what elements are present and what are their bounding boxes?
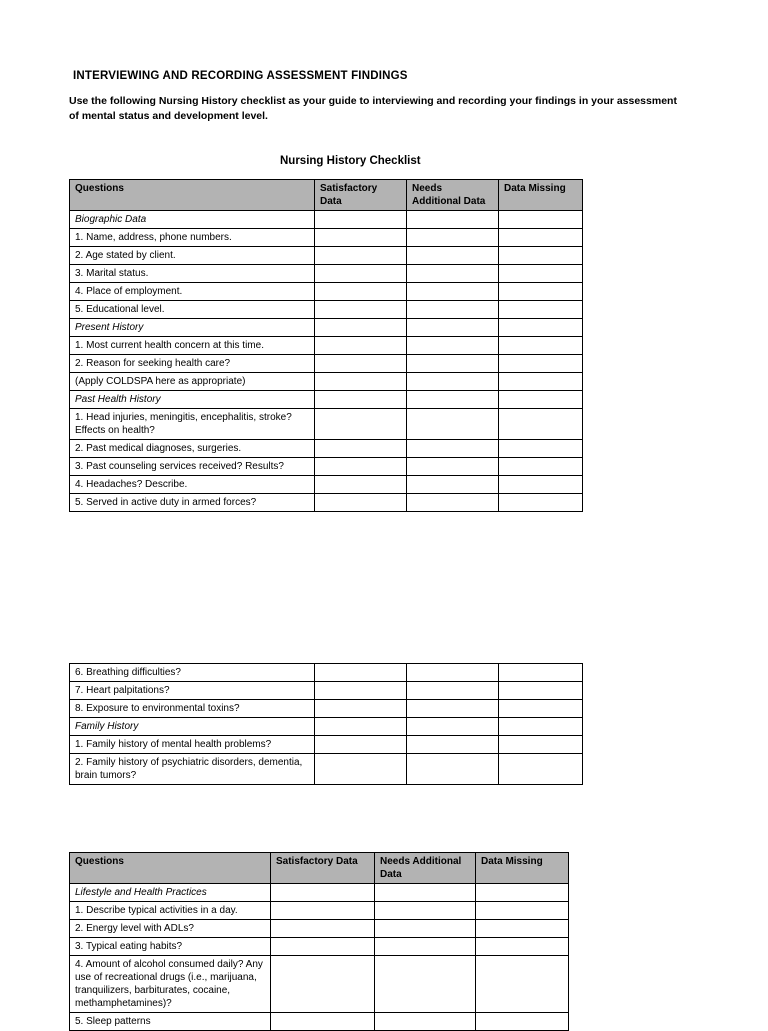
question-row xyxy=(70,938,569,956)
data-missing-cell[interactable] xyxy=(499,458,583,476)
needs-additional-data-cell[interactable] xyxy=(407,440,499,458)
question-text: 2. Past medical diagnoses, surgeries. xyxy=(70,440,315,458)
satisfactory-data-cell[interactable] xyxy=(315,373,407,391)
needs-additional-data-cell[interactable] xyxy=(407,718,499,736)
section-row xyxy=(70,718,583,736)
satisfactory-data-cell[interactable] xyxy=(315,718,407,736)
question-text: 2. Age stated by client. xyxy=(70,247,315,265)
data-missing-cell[interactable] xyxy=(499,494,583,512)
data-missing-cell[interactable] xyxy=(499,229,583,247)
question-row xyxy=(70,229,583,247)
needs-additional-data-cell[interactable] xyxy=(407,265,499,283)
satisfactory-data-cell[interactable] xyxy=(315,476,407,494)
question-row xyxy=(70,736,583,754)
data-missing-cell[interactable] xyxy=(499,337,583,355)
data-missing-cell[interactable] xyxy=(499,265,583,283)
satisfactory-data-cell[interactable] xyxy=(315,682,407,700)
question-row xyxy=(70,476,583,494)
data-missing-cell[interactable] xyxy=(499,736,583,754)
checklist-table-1 xyxy=(69,179,583,512)
question-row xyxy=(70,902,569,920)
checklist-table-3 xyxy=(69,852,569,1031)
data-missing-cell[interactable] xyxy=(499,664,583,682)
satisfactory-data-cell[interactable] xyxy=(315,700,407,718)
section-row xyxy=(70,319,583,337)
question-row xyxy=(70,754,583,785)
needs-additional-data-cell[interactable] xyxy=(407,682,499,700)
needs-additional-data-cell[interactable] xyxy=(375,956,476,1013)
section-row xyxy=(70,211,583,229)
question-row xyxy=(70,1013,569,1031)
question-text: 8. Exposure to environmental toxins? xyxy=(70,700,315,718)
question-text: 7. Heart palpitations? xyxy=(70,682,315,700)
header-needs-additional-data: Needs Additional Data xyxy=(407,180,499,211)
needs-additional-data-cell[interactable] xyxy=(407,736,499,754)
question-text: (Apply COLDSPA here as appropriate) xyxy=(70,373,315,391)
satisfactory-data-cell[interactable] xyxy=(315,754,407,785)
satisfactory-data-cell[interactable] xyxy=(315,265,407,283)
data-missing-cell[interactable] xyxy=(499,319,583,337)
needs-additional-data-cell[interactable] xyxy=(407,458,499,476)
section-row xyxy=(70,884,569,902)
data-missing-cell[interactable] xyxy=(499,247,583,265)
checklist-body-1 xyxy=(70,211,583,512)
question-row xyxy=(70,247,583,265)
question-text: 4. Place of employment. xyxy=(70,283,315,301)
data-missing-cell[interactable] xyxy=(499,476,583,494)
section-row xyxy=(70,391,583,409)
data-missing-cell[interactable] xyxy=(499,718,583,736)
question-row xyxy=(70,458,583,476)
satisfactory-data-cell[interactable] xyxy=(315,229,407,247)
question-text: 4. Headaches? Describe. xyxy=(70,476,315,494)
satisfactory-data-cell[interactable] xyxy=(315,247,407,265)
needs-additional-data-cell[interactable] xyxy=(407,391,499,409)
satisfactory-data-cell[interactable] xyxy=(315,283,407,301)
question-row xyxy=(70,409,583,440)
data-missing-cell[interactable] xyxy=(499,700,583,718)
needs-additional-data-cell[interactable] xyxy=(375,1013,476,1031)
question-text: 1. Family history of mental health problems? xyxy=(70,736,315,754)
needs-additional-data-cell[interactable] xyxy=(407,301,499,319)
satisfactory-data-cell[interactable] xyxy=(271,956,375,1013)
satisfactory-data-cell[interactable] xyxy=(315,440,407,458)
data-missing-cell[interactable] xyxy=(499,283,583,301)
needs-additional-data-cell[interactable] xyxy=(407,247,499,265)
needs-additional-data-cell[interactable] xyxy=(375,884,476,902)
satisfactory-data-cell[interactable] xyxy=(315,736,407,754)
question-row xyxy=(70,373,583,391)
data-missing-cell[interactable] xyxy=(476,1013,569,1031)
question-row xyxy=(70,700,583,718)
question-row xyxy=(70,682,583,700)
satisfactory-data-cell[interactable] xyxy=(315,409,407,440)
needs-additional-data-cell[interactable] xyxy=(407,229,499,247)
data-missing-cell[interactable] xyxy=(476,920,569,938)
needs-additional-data-cell[interactable] xyxy=(407,319,499,337)
data-missing-cell[interactable] xyxy=(476,902,569,920)
needs-additional-data-cell[interactable] xyxy=(407,373,499,391)
needs-additional-data-cell[interactable] xyxy=(407,476,499,494)
header-data-missing: Data Missing xyxy=(476,853,569,884)
intro-paragraph: Use the following Nursing History checklist as your guide to interviewing and recording your findings in your assessment of mental status and development level. xyxy=(69,95,677,122)
satisfactory-data-cell[interactable] xyxy=(315,494,407,512)
needs-additional-data-cell[interactable] xyxy=(375,938,476,956)
section-label: Lifestyle and Health Practices xyxy=(70,884,271,902)
question-row xyxy=(70,494,583,512)
question-text: 2. Family history of psychiatric disorders, dementia, brain tumors? xyxy=(70,754,315,785)
document-title: INTERVIEWING AND RECORDING ASSESSMENT FINDINGS xyxy=(73,70,408,82)
checklist-body-3 xyxy=(70,884,569,1031)
checklist-body-2 xyxy=(70,664,583,785)
needs-additional-data-cell[interactable] xyxy=(375,902,476,920)
needs-additional-data-cell[interactable] xyxy=(407,494,499,512)
section-label: Biographic Data xyxy=(70,211,315,229)
data-missing-cell[interactable] xyxy=(499,355,583,373)
needs-additional-data-cell[interactable] xyxy=(407,664,499,682)
data-missing-cell[interactable] xyxy=(499,409,583,440)
satisfactory-data-cell[interactable] xyxy=(315,391,407,409)
question-text: 2. Energy level with ADLs? xyxy=(70,920,271,938)
question-text: 6. Breathing difficulties? xyxy=(70,664,315,682)
question-text: 4. Amount of alcohol consumed daily? Any use of recreational drugs (i.e., marijuana, tranquilizers, barbiturates, cocaine, methamphetamines)? xyxy=(70,956,271,1013)
question-text: 3. Marital status. xyxy=(70,265,315,283)
needs-additional-data-cell[interactable] xyxy=(407,700,499,718)
checklist-title: Nursing History Checklist xyxy=(280,155,421,167)
header-questions: Questions xyxy=(70,180,315,211)
section-label: Family History xyxy=(70,718,315,736)
question-row xyxy=(70,956,569,1013)
checklist-table-2 xyxy=(69,663,583,785)
question-text: 1. Name, address, phone numbers. xyxy=(70,229,315,247)
header-satisfactory-data: Satisfactory Data xyxy=(315,180,407,211)
question-row xyxy=(70,920,569,938)
question-text: 1. Most current health concern at this time. xyxy=(70,337,315,355)
satisfactory-data-cell[interactable] xyxy=(315,458,407,476)
data-missing-cell[interactable] xyxy=(476,938,569,956)
data-missing-cell[interactable] xyxy=(499,391,583,409)
satisfactory-data-cell[interactable] xyxy=(271,920,375,938)
question-row xyxy=(70,301,583,319)
satisfactory-data-cell[interactable] xyxy=(271,884,375,902)
needs-additional-data-cell[interactable] xyxy=(407,337,499,355)
needs-additional-data-cell[interactable] xyxy=(407,355,499,373)
satisfactory-data-cell[interactable] xyxy=(315,301,407,319)
data-missing-cell[interactable] xyxy=(499,373,583,391)
question-row xyxy=(70,664,583,682)
data-missing-cell[interactable] xyxy=(476,956,569,1013)
question-text: 5. Served in active duty in armed forces? xyxy=(70,494,315,512)
question-row xyxy=(70,337,583,355)
satisfactory-data-cell[interactable] xyxy=(271,1013,375,1031)
data-missing-cell[interactable] xyxy=(499,211,583,229)
section-label: Present History xyxy=(70,319,315,337)
satisfactory-data-cell[interactable] xyxy=(315,319,407,337)
needs-additional-data-cell[interactable] xyxy=(407,754,499,785)
needs-additional-data-cell[interactable] xyxy=(407,409,499,440)
question-row xyxy=(70,283,583,301)
header-data-missing: Data Missing xyxy=(499,180,583,211)
header-needs-additional-data: Needs Additional Data xyxy=(375,853,476,884)
satisfactory-data-cell[interactable] xyxy=(271,902,375,920)
question-text: 5. Educational level. xyxy=(70,301,315,319)
satisfactory-data-cell[interactable] xyxy=(315,211,407,229)
header-satisfactory-data: Satisfactory Data xyxy=(271,853,375,884)
satisfactory-data-cell[interactable] xyxy=(315,355,407,373)
question-text: 5. Sleep patterns xyxy=(70,1013,271,1031)
header-questions: Questions xyxy=(70,853,271,884)
question-row xyxy=(70,355,583,373)
satisfactory-data-cell[interactable] xyxy=(315,664,407,682)
data-missing-cell[interactable] xyxy=(499,440,583,458)
needs-additional-data-cell[interactable] xyxy=(407,211,499,229)
section-label: Past Health History xyxy=(70,391,315,409)
satisfactory-data-cell[interactable] xyxy=(271,938,375,956)
table-header-row xyxy=(70,180,583,211)
satisfactory-data-cell[interactable] xyxy=(315,337,407,355)
question-text: 1. Head injuries, meningitis, encephalitis, stroke? Effects on health? xyxy=(70,409,315,440)
data-missing-cell[interactable] xyxy=(499,682,583,700)
needs-additional-data-cell[interactable] xyxy=(375,920,476,938)
question-text: 3. Past counseling services received? Results? xyxy=(70,458,315,476)
question-text: 2. Reason for seeking health care? xyxy=(70,355,315,373)
question-text: 3. Typical eating habits? xyxy=(70,938,271,956)
question-text: 1. Describe typical activities in a day. xyxy=(70,902,271,920)
question-row xyxy=(70,265,583,283)
needs-additional-data-cell[interactable] xyxy=(407,283,499,301)
question-row xyxy=(70,440,583,458)
table-header-row xyxy=(70,853,569,884)
data-missing-cell[interactable] xyxy=(476,884,569,902)
data-missing-cell[interactable] xyxy=(499,754,583,785)
data-missing-cell[interactable] xyxy=(499,301,583,319)
